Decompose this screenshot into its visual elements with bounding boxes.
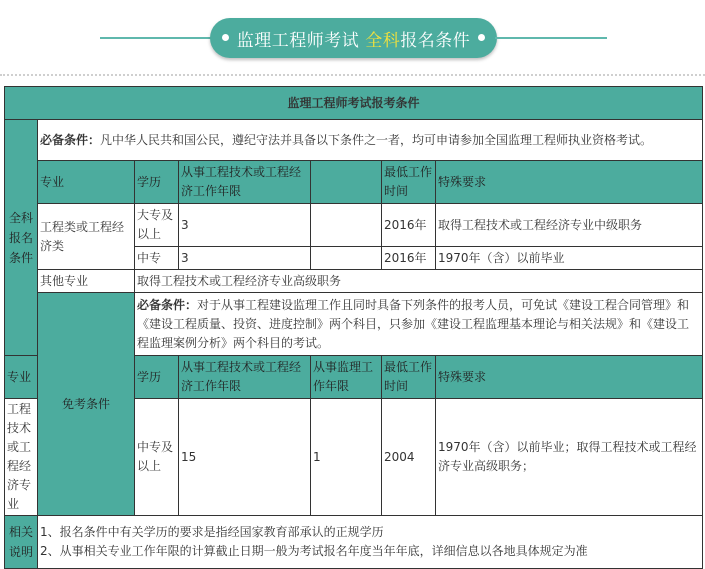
section-label-notes: 相关说明 (5, 516, 38, 569)
col-header (311, 161, 382, 204)
requirement-text: 凡中华人民共和国公民，遵纪守法并具备以下条件之一者，均可申请参加全国监理工程师执业资格考试。 (100, 132, 653, 147)
min-time-cell: 2004 (382, 399, 436, 516)
requirement-label: 必备条件： (40, 132, 101, 147)
notes-cell (38, 516, 703, 569)
header-title-pill (210, 18, 497, 58)
education-cell: 大专及以上 (135, 204, 179, 247)
col-header: 从事工程技术或工程经济工作年限 (179, 356, 311, 399)
years-cell: 3 (179, 204, 311, 247)
years-cell: 3 (179, 247, 311, 270)
education-cell: 中专及以上 (135, 399, 179, 516)
header-title-part1: 监理工程师考试 (236, 30, 366, 51)
header-right-line (495, 37, 607, 39)
table-row (5, 270, 703, 293)
table-row (5, 120, 703, 161)
header-title-highlight: 全科 (365, 30, 401, 51)
major-cell: 其他专业 (38, 270, 135, 293)
special-cell: 取得工程技术或工程经济专业中级职务 (436, 204, 703, 247)
header-left-line (100, 37, 212, 39)
pill-dot-icon (478, 34, 485, 41)
col-header: 特殊要求 (436, 161, 703, 204)
note-item: 1、报名条件中有关学历的要求是指经国家教育部承认的正规学历 (40, 525, 384, 539)
requirement-cell (38, 120, 703, 161)
dotted-divider (0, 74, 705, 76)
col-header: 最低工作时间 (382, 161, 436, 204)
header-title-part2: 报名条件 (400, 30, 471, 51)
years-cell: 15 (179, 399, 311, 516)
requirement-cell: 取得工程技术或工程经济专业高级职务 (135, 270, 703, 293)
special-cell: 1970年（含）以前毕业；取得工程技术或工程经济专业高级职务； (436, 399, 703, 516)
table-row (5, 204, 703, 247)
col-header: 专业 (38, 161, 135, 204)
col-header: 特殊要求 (436, 356, 703, 399)
col-header: 学历 (135, 161, 179, 204)
requirement-text: 对于从事工程建设监理工作且同时具备下列条件的报考人员，可免试《建设工程合同管理》和《建设工程质量、投资、进度控制》两个科目，只参加《建设工程监理基本理论与相关法规》和《建设工程监理案例分析》两个科目的考试。 (137, 297, 690, 350)
table-row (5, 293, 703, 356)
education-cell: 中专 (135, 247, 179, 270)
col-header: 从事监理工作年限 (311, 356, 382, 399)
col-header: 专业 (5, 356, 38, 399)
section-label-exempt: 免考条件 (38, 293, 135, 516)
table-row (5, 516, 703, 569)
table-title: 监理工程师考试报考条件 (5, 87, 703, 120)
table-title-row (5, 87, 703, 120)
note-item: 2、从事相关专业工作年限的计算截止日期一般为考试报名年度当年年底，详细信息以各地具体规定为准 (40, 544, 588, 558)
page-header (0, 0, 705, 76)
empty-cell (311, 247, 382, 270)
table-header-row (5, 161, 703, 204)
header-title (237, 26, 470, 51)
exam-conditions-table (4, 86, 703, 569)
special-cell: 1970年（含）以前毕业 (436, 247, 703, 270)
pill-dot-icon (222, 34, 229, 41)
col-header: 最低工作时间 (382, 356, 436, 399)
supervision-years-cell: 1 (311, 399, 382, 516)
section-label-full: 全科报名条件 (5, 120, 38, 356)
empty-cell (311, 204, 382, 247)
col-header: 从事工程技术或工程经济工作年限 (179, 161, 311, 204)
major-cell: 工程技术或工程经济专业 (5, 399, 38, 516)
requirement-cell (135, 293, 703, 356)
min-time-cell: 2016年 (382, 247, 436, 270)
requirement-label: 必备条件： (137, 297, 198, 312)
min-time-cell: 2016年 (382, 204, 436, 247)
major-cell: 工程类或工程经济类 (38, 204, 135, 270)
col-header: 学历 (135, 356, 179, 399)
